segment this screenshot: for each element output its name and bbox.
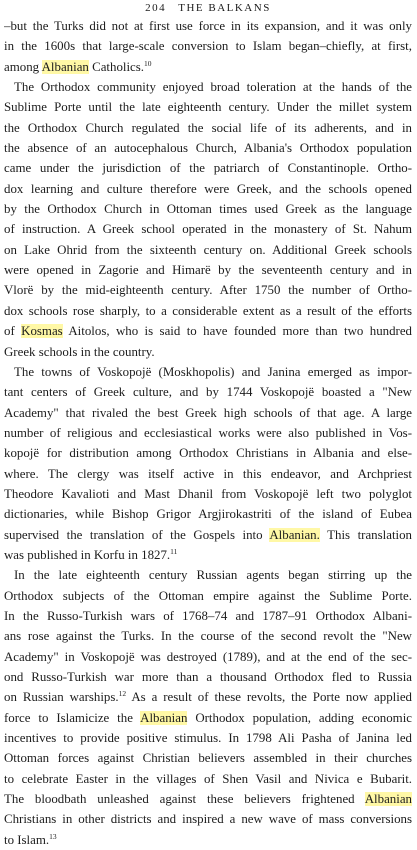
text-run: by the Orthodox Church in Ottoman times used Greek as the language <box>4 202 412 217</box>
text-run: Aitolos, who is said to have founded more than two hundred <box>62 324 412 339</box>
text-run: number of religious and ecclesiastical works were also published in Vos- <box>4 425 412 440</box>
text-run: to celebrate Easter in the villages of Shen Vasil and Nivica e Bubarit. <box>4 771 412 786</box>
text-line <box>4 484 412 504</box>
text-line <box>4 260 412 280</box>
text-run: came under the jurisdiction of the patriarch of Constantinople. Ortho- <box>4 161 412 176</box>
text-line <box>4 362 412 382</box>
text-run: kopojë for distribution among Orthodox Christians in Albania and else- <box>4 446 412 461</box>
text-run: Vlorë by the mid-eighteenth century. After 1750 the number of Ortho- <box>4 283 412 298</box>
page-number: 204 <box>145 2 167 14</box>
text-line <box>4 708 412 728</box>
text-run: ond Russo-Turkish war more than a thousand Orthodox fled to Russia <box>4 670 412 684</box>
text-line <box>4 769 412 789</box>
paragraph <box>4 362 412 565</box>
text-run: The towns of Voskopojë (Moskhopolis) and Janina emerged as impor- <box>14 364 412 379</box>
text-line <box>4 443 412 463</box>
text-line <box>4 545 412 565</box>
text-run: Theodore Kavalioti and Mast Dhanil from Voskopojë left two polyglot <box>4 486 412 501</box>
text-run: ans rose against the Turks. In the course of the second revolt the "New <box>4 629 412 644</box>
text-run: in the 1600s that large-scale conversion to Islam began–chiefly, at first, <box>4 39 412 54</box>
text-line <box>4 16 412 36</box>
text-line <box>4 97 412 117</box>
text-line <box>4 403 412 423</box>
text-run: This translation <box>319 527 412 542</box>
text-run: where. The clergy was itself active in this endeavor, and Archpriest <box>4 466 412 481</box>
text-line <box>4 504 412 524</box>
footnote-marker: 10 <box>144 58 152 68</box>
text-run: among <box>4 59 42 74</box>
text-run: tant centers of Greek culture, and by 1744 Voskopojë boasted a "New <box>4 385 412 400</box>
text-run: Greek schools in the country. <box>4 344 155 359</box>
highlighted-text: Albanian <box>364 792 412 807</box>
paragraph <box>4 565 412 850</box>
text-line <box>4 118 412 138</box>
text-line <box>4 809 412 829</box>
text-line <box>4 321 412 341</box>
text-line <box>4 748 412 768</box>
text-line <box>4 77 412 97</box>
text-run: In the Russo-Turkish wars of 1768–74 and 1787–91 Orthodox Albani- <box>4 608 412 623</box>
text-line <box>4 423 412 443</box>
text-run: dox learning and culture therefore were Greek, and the schools opened <box>4 181 412 196</box>
text-line <box>4 728 412 748</box>
text-line <box>4 586 412 606</box>
highlighted-text: Kosmas <box>21 324 63 339</box>
text-run: the absence of an autocephalous Church, Albania's Orthodox population <box>4 141 412 156</box>
text-line <box>4 565 412 585</box>
text-line <box>4 687 412 707</box>
text-run: the Orthodox Church regulated the social life of its adherents, and in <box>4 120 412 135</box>
text-run: was published in Korfu in 1827. <box>4 547 171 562</box>
text-run: were opened in Zagorie and Himarë by the seventeenth century and in <box>4 263 412 278</box>
footnote-marker: 11 <box>170 546 178 556</box>
footnote-marker: 12 <box>118 689 127 699</box>
text-line <box>4 219 412 239</box>
text-line <box>4 606 412 626</box>
text-run: Academy" in Voskopojë was destroyed (1789), and at the end of the sec- <box>4 649 412 664</box>
text-run: to Islam. <box>4 832 50 847</box>
highlighted-text: Albanian <box>140 710 188 725</box>
text-run: of instruction. A Greek school operated in the monastery of St. Nahum <box>4 222 412 237</box>
paragraph <box>4 16 412 77</box>
text-run: of <box>4 324 22 339</box>
text-line <box>4 57 412 77</box>
text-line <box>4 626 412 646</box>
text-line <box>4 179 412 199</box>
text-run: The bloodbath unleashed against these believers frightened <box>4 792 365 807</box>
paragraph <box>4 77 412 362</box>
text-run: supervised the translation of the Gospels into <box>4 527 270 542</box>
text-run: Orthodox subjects of the Ottoman empire against the Sublime Porte. <box>4 588 412 603</box>
text-run: Catholics. <box>88 59 145 74</box>
text-run: In the late eighteenth century Russian agents began stirring up the <box>14 568 412 583</box>
text-run: As a result of these revolts, the Porte now applied <box>126 690 412 705</box>
text-line <box>4 382 412 402</box>
text-run: incentives to provide positive stimulus. In 1798 Ali Pasha of Janina led <box>4 731 412 746</box>
text-run: on Russian warships. <box>4 690 119 705</box>
text-line <box>4 199 412 219</box>
running-title: THE BALKANS <box>178 2 271 14</box>
text-line <box>4 158 412 178</box>
text-line <box>4 301 412 321</box>
text-run: dictionaries, while Bishop Grigor Argjirokastriti of the island of Eubea <box>4 507 412 522</box>
text-line <box>4 280 412 300</box>
text-line <box>4 464 412 484</box>
text-run: on Lake Ohrid from the sixteenth century on. Additional Greek schools <box>4 242 412 257</box>
text-line <box>4 789 412 809</box>
text-line <box>4 342 412 362</box>
text-run: Orthodox population, adding economic <box>187 710 412 725</box>
running-header <box>4 2 412 14</box>
text-line <box>4 36 412 56</box>
text-line <box>4 830 412 850</box>
footnote-marker: 13 <box>49 831 57 841</box>
text-line <box>4 240 412 260</box>
text-line <box>4 667 412 687</box>
text-run: Academy" that rivaled the best Greek high schools of that age. A large <box>4 405 412 420</box>
text-line <box>4 647 412 667</box>
body-text <box>4 16 412 850</box>
text-run: Christians in other districts and inspired a new wave of mass conversions <box>4 812 412 827</box>
book-page <box>4 0 412 850</box>
highlighted-text: Albanian <box>41 59 89 74</box>
text-run: Sublime Porte until the late eighteenth century. Under the millet system <box>4 100 412 115</box>
highlighted-text: Albanian. <box>269 527 320 542</box>
text-run: The Orthodox community enjoyed broad toleration at the hands of the <box>14 80 412 95</box>
text-line <box>4 525 412 545</box>
text-run: Ottoman forces against Christian believers assembled in their churches <box>4 751 412 766</box>
text-run: –but the Turks did not at first use force in its expansion, and it was only <box>4 19 412 33</box>
text-run: dox schools rose sharply, to a considerable extent as a result of the efforts <box>4 303 412 318</box>
text-run: force to Islamicize the <box>4 710 141 725</box>
text-line <box>4 138 412 158</box>
